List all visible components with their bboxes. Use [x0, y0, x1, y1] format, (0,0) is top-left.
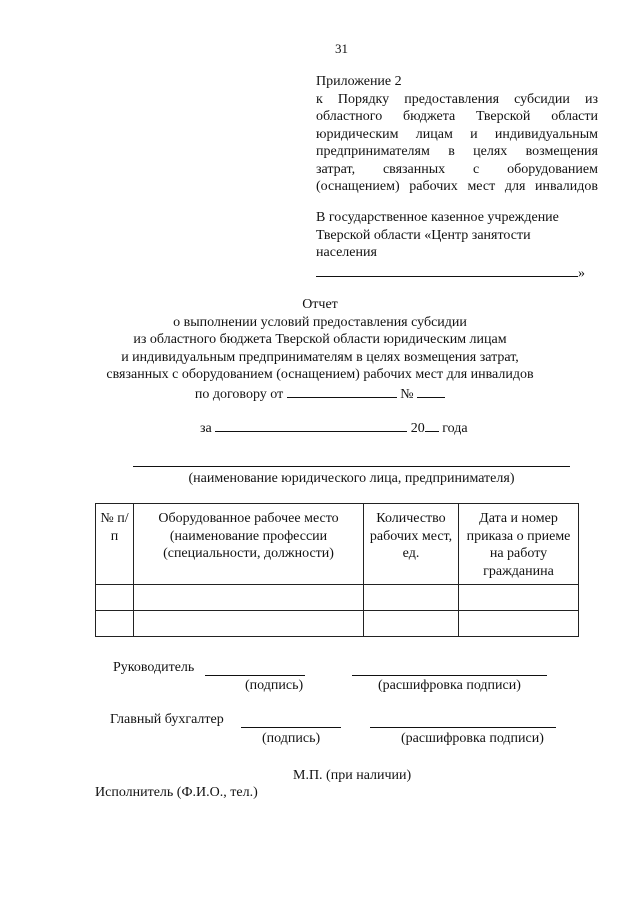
contract-prefix: по договору от	[194, 386, 284, 402]
entity-caption: (наименование юридического лица, предпринимателя)	[188, 471, 515, 486]
appendix-line: (оснащением) рабочих мест для инвалидов	[316, 179, 598, 194]
table-cell[interactable]	[459, 611, 579, 637]
table-cell[interactable]	[96, 611, 134, 637]
number-sign: №	[400, 386, 414, 402]
appendix-line: областного бюджета Тверской области	[316, 109, 598, 124]
header-number: № п/п	[96, 504, 134, 585]
accountant-label: Главный бухгалтер	[110, 712, 224, 727]
period-line	[200, 418, 468, 438]
table-row	[96, 585, 579, 611]
head-decoding-caption: (расшифровка подписи)	[378, 678, 521, 693]
report-subtitle-line: связанных с оборудованием (оснащением) рабочих мест для инвалидов	[106, 367, 534, 382]
appendix-block	[316, 73, 598, 196]
accountant-decoding-field[interactable]	[370, 727, 556, 728]
head-signature-field[interactable]	[205, 675, 305, 676]
table-cell[interactable]	[459, 585, 579, 611]
table-row	[96, 611, 579, 637]
addressee-block	[316, 209, 598, 282]
period-field[interactable]	[215, 418, 407, 432]
report-title: Отчет	[302, 297, 338, 312]
appendix-line: затрат, связанных с оборудованием	[316, 161, 598, 177]
table-cell[interactable]	[134, 611, 364, 637]
closing-quote: »	[578, 265, 585, 281]
accountant-signature-caption: (подпись)	[262, 731, 321, 746]
addressee-line: населения	[316, 245, 377, 260]
addressee-blank-line[interactable]	[316, 263, 578, 277]
report-subtitle-line: и индивидуальным предпринимателям в целях возмещения затрат,	[121, 349, 519, 365]
appendix-line: юридическим лицам и индивидуальным	[316, 126, 598, 142]
header-workplace: Оборудованное рабочее место (наименование профессии (специальности, должности)	[134, 504, 364, 585]
table-cell[interactable]	[364, 611, 459, 637]
contract-date-field[interactable]	[287, 384, 397, 398]
year-prefix: 20	[410, 421, 425, 436]
accountant-signature-field[interactable]	[241, 727, 341, 728]
year-field[interactable]	[425, 418, 439, 432]
executor-line: Исполнитель (Ф.И.О., тел.)	[95, 785, 258, 800]
report-subtitle-line: из областного бюджета Тверской области юридическим лицам	[133, 332, 507, 347]
page-number: 31	[335, 41, 348, 56]
table-header-row	[96, 504, 579, 585]
entity-name-field[interactable]	[133, 466, 570, 467]
appendix-line: предпринимателям в целях возмещения	[316, 144, 598, 159]
stamp-note: М.П. (при наличии)	[293, 768, 412, 783]
table-cell[interactable]	[134, 585, 364, 611]
table-cell[interactable]	[96, 585, 134, 611]
contract-number-field[interactable]	[417, 384, 445, 398]
report-subtitle-line: о выполнении условий предоставления субсидии	[173, 314, 467, 330]
header-order: Дата и номер приказа о приеме на работу гражданина	[459, 504, 579, 585]
period-prefix: за	[200, 421, 212, 436]
head-decoding-field[interactable]	[352, 675, 547, 676]
year-suffix: года	[442, 421, 468, 436]
addressee-line: Тверской области «Центр занятости	[316, 227, 531, 243]
head-signature-caption: (подпись)	[245, 678, 304, 693]
table-cell[interactable]	[364, 585, 459, 611]
accountant-decoding-caption: (расшифровка подписи)	[401, 731, 544, 746]
header-quantity: Количество рабочих мест, ед.	[364, 504, 459, 585]
addressee-line: В государственное казенное учреждение	[316, 210, 559, 225]
appendix-title: Приложение 2	[316, 74, 402, 89]
head-label: Руководитель	[113, 660, 195, 675]
report-title-block	[80, 296, 560, 403]
report-table	[95, 503, 579, 637]
contract-line	[80, 384, 560, 404]
appendix-line: к Порядку предоставления субсидии из	[316, 91, 598, 107]
